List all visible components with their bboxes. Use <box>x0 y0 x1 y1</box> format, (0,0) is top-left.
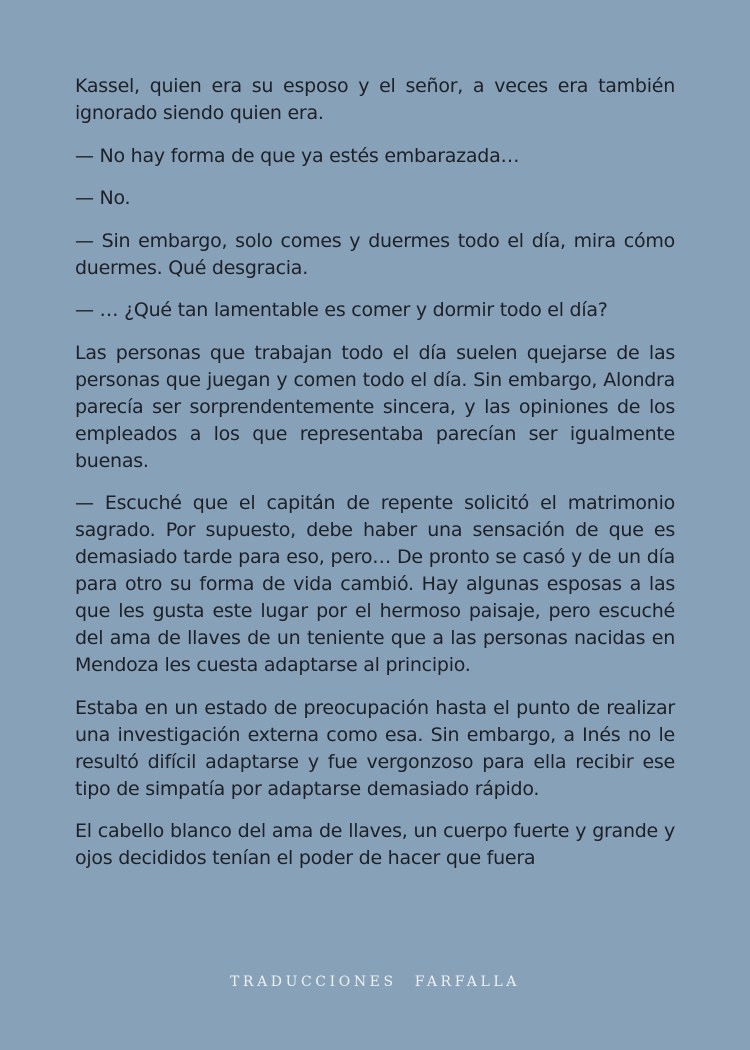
dialogue-line: — Escuché que el capitán de repente solicitó el matrimonio sagrado. Por supuesto, debe haber una sensación de que es demasiado tarde para eso, pero… De pronto se casó y de un día para otro su forma de vida cambió. Hay algunas esposas a las que les gusta este lugar por el hermoso paisaje, pero escuché del ama de llaves de un teniente que a las personas nacidas en Mendoza les cuesta adaptarse al principio. <box>75 492 675 676</box>
page-body <box>75 73 675 888</box>
paragraph: Las personas que trabajan todo el día suelen quejarse de las personas que juegan y comen todo el día. Sin embargo, Alondra parecía ser sorprendentemente sincera, y las opiniones de los empleados a los que representaba parecían ser igualmente buenas. <box>75 341 675 472</box>
paragraph: Estaba en un estado de preocupación hasta el punto de realizar una investigación externa como esa. Sin embargo, a Inés no le resultó difícil adaptarse y fue vergonzoso para ella recibir ese tipo de simpatía por adaptarse demasiado rápido. <box>75 696 675 800</box>
dialogue-line: — No hay forma de que ya estés embarazada… <box>75 144 520 167</box>
footer-credit: TRADUCCIONES FARFALLA <box>229 974 520 990</box>
dialogue-line: — No. <box>75 187 131 209</box>
paragraph: Kassel, quien era su esposo y el señor, a veces era también ignorado siendo quien era. <box>75 75 675 124</box>
dialogue-line: — Sin embargo, solo comes y duermes todo el día, mira cómo duermes. Qué desgracia. <box>75 229 675 279</box>
dialogue-line: — … ¿Qué tan lamentable es comer y dormir todo el día? <box>75 299 608 321</box>
paragraph: El cabello blanco del ama de llaves, un cuerpo fuerte y grande y ojos decididos tenían el poder de hacer que fuera <box>75 820 675 869</box>
